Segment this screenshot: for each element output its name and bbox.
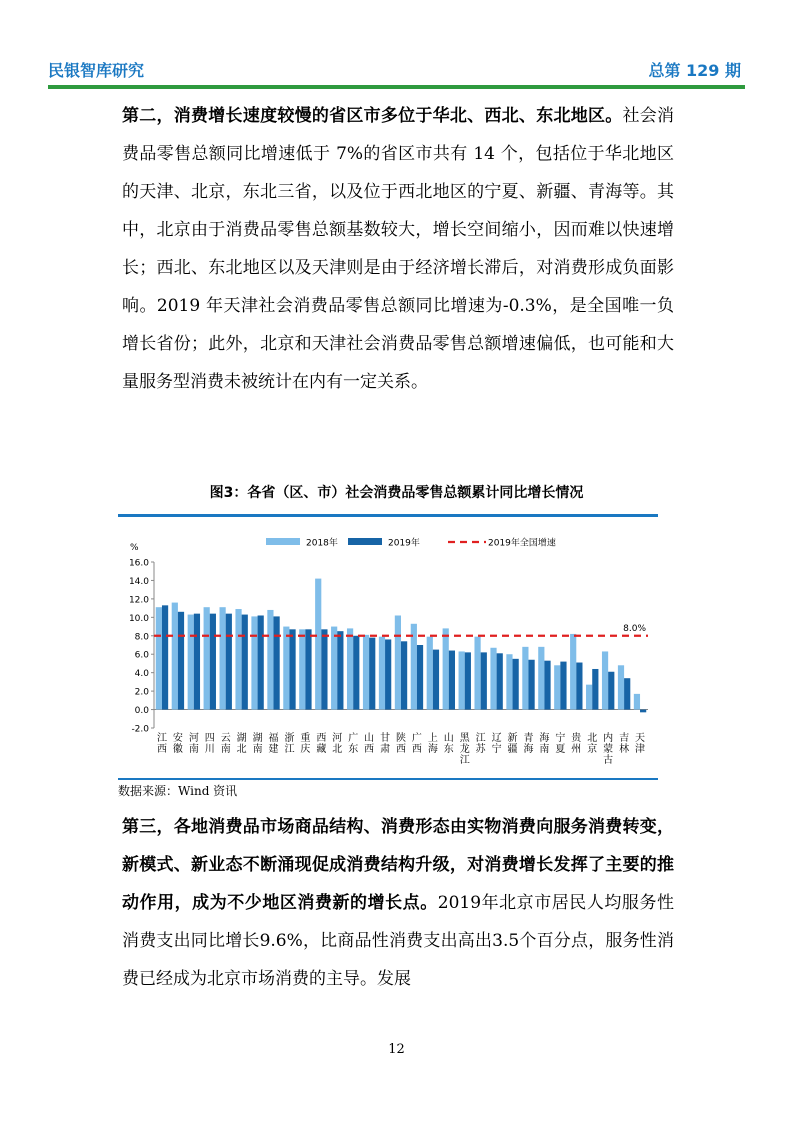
bar-2019: [481, 652, 487, 709]
issue-number: 总第 129 期: [648, 61, 741, 80]
x-tick-label: 蒙: [603, 744, 614, 755]
bar-2019: [401, 641, 407, 709]
x-tick-label: 东: [348, 744, 359, 755]
bar-2019: [417, 645, 423, 710]
bar-2018: [204, 607, 210, 709]
x-tick-label: 黑: [459, 733, 470, 744]
x-tick-label: 津: [635, 744, 646, 755]
bar-2019: [321, 629, 327, 709]
x-tick-label: 徽: [172, 744, 183, 755]
bar-2018: [299, 629, 305, 709]
x-tick-label: 古: [603, 755, 614, 766]
bar-2018: [331, 627, 337, 710]
page-number: 12: [388, 1042, 405, 1057]
x-tick-label: 山: [364, 733, 375, 744]
x-tick-label: 河: [332, 733, 343, 744]
x-tick-label: 北: [332, 744, 343, 755]
bar-2019: [337, 631, 343, 709]
x-tick-label: 河: [188, 733, 199, 744]
bar-2019: [640, 710, 646, 713]
y-tick-label: -2.0: [131, 724, 149, 735]
bar-2019: [513, 659, 519, 710]
bar-2018: [347, 628, 353, 709]
legend-swatch: [348, 538, 382, 545]
paragraph-1-body: 社会消费品零售总额同比增速低于 7%的省区市共有 14 个，包括位于华北地区的天津、北京，东北三省，以及位于西北地区的宁夏、新疆、青海等。其中，北京由于消费品零售总额基数较大，增长空间缩小，因而难以快速增长；西北、东北地区以及天津则是由于经济增长滞后，对消费形成负面影响。2019 年天津社会消费品零售总额同比增速为-0.3%，是全国唯一负增长省份；此外，北京和天津社会消费品零售总额增速偏低，也可能和大量服务型消费未被统计在内有一定关系。: [122, 106, 675, 392]
bar-2018: [315, 579, 321, 710]
y-tick-label: 16.0: [128, 558, 149, 569]
x-tick-label: 肃: [380, 744, 391, 755]
x-tick-label: 庆: [300, 744, 311, 755]
x-tick-label: 湖: [252, 733, 263, 744]
x-tick-label: 江: [284, 744, 295, 755]
bar-chart: [118, 520, 658, 775]
figure-bottom-rule: [118, 778, 658, 780]
x-tick-label: 山: [443, 733, 454, 744]
bar-2019: [576, 663, 582, 710]
legend-label: 2019年: [388, 538, 420, 549]
bar-2019: [624, 678, 630, 709]
x-tick-label: 建: [268, 744, 279, 755]
bar-2018: [267, 610, 273, 710]
x-tick-label: 西: [316, 733, 327, 744]
x-tick-label: 藏: [316, 744, 327, 755]
bar-2018: [235, 609, 241, 710]
bar-2019: [258, 615, 264, 709]
bar-2018: [443, 628, 449, 709]
y-tick-label: 10.0: [128, 613, 149, 624]
x-tick-label: 西: [364, 744, 375, 755]
legend-label: 2019年全国增速: [488, 538, 556, 549]
bar-2018: [538, 647, 544, 710]
bar-2019: [385, 639, 391, 709]
x-tick-label: 青: [523, 733, 534, 744]
x-tick-label: 江: [459, 755, 470, 766]
x-tick-label: 京: [587, 744, 598, 755]
y-tick-label: 0.0: [134, 706, 149, 717]
x-tick-label: 浙: [284, 733, 295, 744]
bar-2019: [560, 662, 566, 710]
bar-2019: [592, 669, 598, 710]
figure-top-rule: [118, 514, 658, 517]
header-title: 民银智库研究: [48, 61, 145, 80]
x-tick-label: 龙: [459, 744, 470, 755]
x-tick-label: 云: [220, 733, 231, 744]
x-tick-label: 西: [411, 744, 422, 755]
bar-2018: [220, 607, 226, 709]
legend-label: 2018年: [306, 538, 338, 549]
x-tick-label: 吉: [619, 733, 630, 744]
x-tick-label: 南: [188, 744, 199, 755]
y-tick-label: 12.0: [128, 595, 149, 606]
bar-2019: [369, 638, 375, 710]
bar-2018: [188, 615, 194, 710]
x-tick-label: 林: [619, 744, 630, 755]
bar-2018: [459, 651, 465, 709]
y-tick-label: 4.0: [134, 669, 149, 680]
bar-2018: [172, 603, 178, 710]
x-tick-label: 新: [507, 733, 518, 744]
x-tick-label: 宁: [491, 744, 502, 755]
bar-2018: [283, 627, 289, 710]
bar-2018: [490, 648, 496, 710]
x-tick-label: 州: [571, 744, 582, 755]
x-tick-label: 东: [443, 744, 454, 755]
x-tick-label: 南: [539, 744, 550, 755]
paragraph-1: [122, 97, 674, 401]
bar-2018: [395, 615, 401, 709]
bar-2018: [634, 694, 640, 710]
bar-2018: [506, 654, 512, 709]
bar-2018: [251, 616, 257, 709]
x-tick-label: 贵: [571, 733, 582, 744]
y-tick-label: 14.0: [128, 576, 149, 587]
paragraph-2: [122, 808, 674, 998]
bar-2018: [586, 685, 592, 710]
x-tick-label: 湖: [236, 733, 247, 744]
header-divider: [48, 85, 745, 89]
paragraph-1-lead: 第二，消费增长速度较慢的省区市多位于华北、西北、东北地区。: [122, 106, 623, 126]
bar-2019: [305, 629, 311, 709]
bar-2018: [427, 637, 433, 710]
x-tick-label: 疆: [507, 744, 518, 755]
bar-2018: [379, 637, 385, 710]
x-tick-label: 福: [268, 733, 279, 744]
x-tick-label: 辽: [491, 733, 502, 744]
data-source: 数据来源：Wind 资讯: [118, 784, 238, 798]
legend-swatch: [266, 538, 300, 545]
y-tick-label: 6.0: [134, 650, 149, 661]
bar-2019: [289, 629, 295, 709]
y-axis-unit: %: [130, 543, 139, 553]
bar-2019: [608, 672, 614, 710]
x-tick-label: 江: [156, 733, 167, 744]
bar-2019: [242, 615, 248, 710]
y-tick-label: 8.0: [134, 632, 149, 643]
x-tick-label: 海: [539, 733, 550, 744]
x-tick-label: 江: [475, 733, 486, 744]
x-tick-label: 内: [603, 733, 614, 744]
bar-2019: [433, 650, 439, 710]
paragraph-2-lead: 第三，各地消费品市场商品结构、消费形态由实物消费向服务消费转变，新模式、新业态不断涌现促成消费结构升级，对消费增长发挥了主要的推动作用，成为不少地区消费新的增长点。: [122, 817, 674, 913]
x-tick-label: 西: [396, 744, 406, 755]
x-tick-label: 川: [204, 744, 215, 755]
bar-2019: [274, 616, 280, 709]
x-tick-label: 安: [172, 733, 183, 744]
bar-2018: [474, 637, 480, 710]
bar-2018: [363, 635, 369, 710]
x-tick-label: 西: [156, 744, 167, 755]
x-tick-label: 广: [348, 733, 359, 744]
bar-2019: [465, 652, 471, 709]
bar-2019: [226, 614, 232, 710]
bar-2018: [156, 607, 162, 709]
y-tick-label: 2.0: [134, 687, 149, 698]
reference-line-label: 8.0%: [623, 623, 646, 634]
x-tick-label: 四: [204, 733, 215, 744]
paragraph-2-body: 2019年北京市居民人均服务性消费支出同比增长9.6%，比商品性消费支出高出3.5个百分点，服务性消费已经成为北京市场消费的主导。发展: [122, 893, 674, 989]
bar-2019: [449, 651, 455, 710]
x-tick-label: 上: [427, 733, 438, 744]
bar-2019: [210, 614, 216, 710]
x-tick-label: 海: [427, 744, 438, 755]
bar-2019: [162, 605, 168, 709]
bar-2019: [353, 636, 359, 710]
x-tick-label: 苏: [475, 744, 486, 755]
bar-2018: [618, 665, 624, 709]
bar-2019: [178, 612, 184, 710]
bar-2018: [570, 634, 576, 710]
bar-2018: [554, 665, 560, 709]
figure-title: 图3：各省（区、市）社会消费品零售总额累计同比增长情况: [209, 485, 584, 501]
x-tick-label: 南: [252, 744, 263, 755]
x-tick-label: 宁: [555, 733, 566, 744]
bar-2018: [602, 651, 608, 709]
bar-2019: [194, 614, 200, 710]
bar-2019: [544, 661, 550, 710]
x-tick-label: 海: [523, 744, 534, 755]
bar-2019: [528, 660, 534, 710]
x-tick-label: 夏: [555, 744, 566, 755]
bar-2018: [522, 647, 528, 710]
x-tick-label: 北: [236, 744, 247, 755]
x-tick-label: 陕: [396, 733, 406, 744]
x-tick-label: 甘: [380, 733, 391, 744]
x-tick-label: 北: [587, 733, 598, 744]
x-tick-label: 天: [635, 733, 646, 744]
x-tick-label: 重: [300, 733, 311, 744]
x-tick-label: 南: [220, 744, 231, 755]
x-tick-label: 广: [411, 733, 422, 744]
bar-2019: [497, 653, 503, 709]
